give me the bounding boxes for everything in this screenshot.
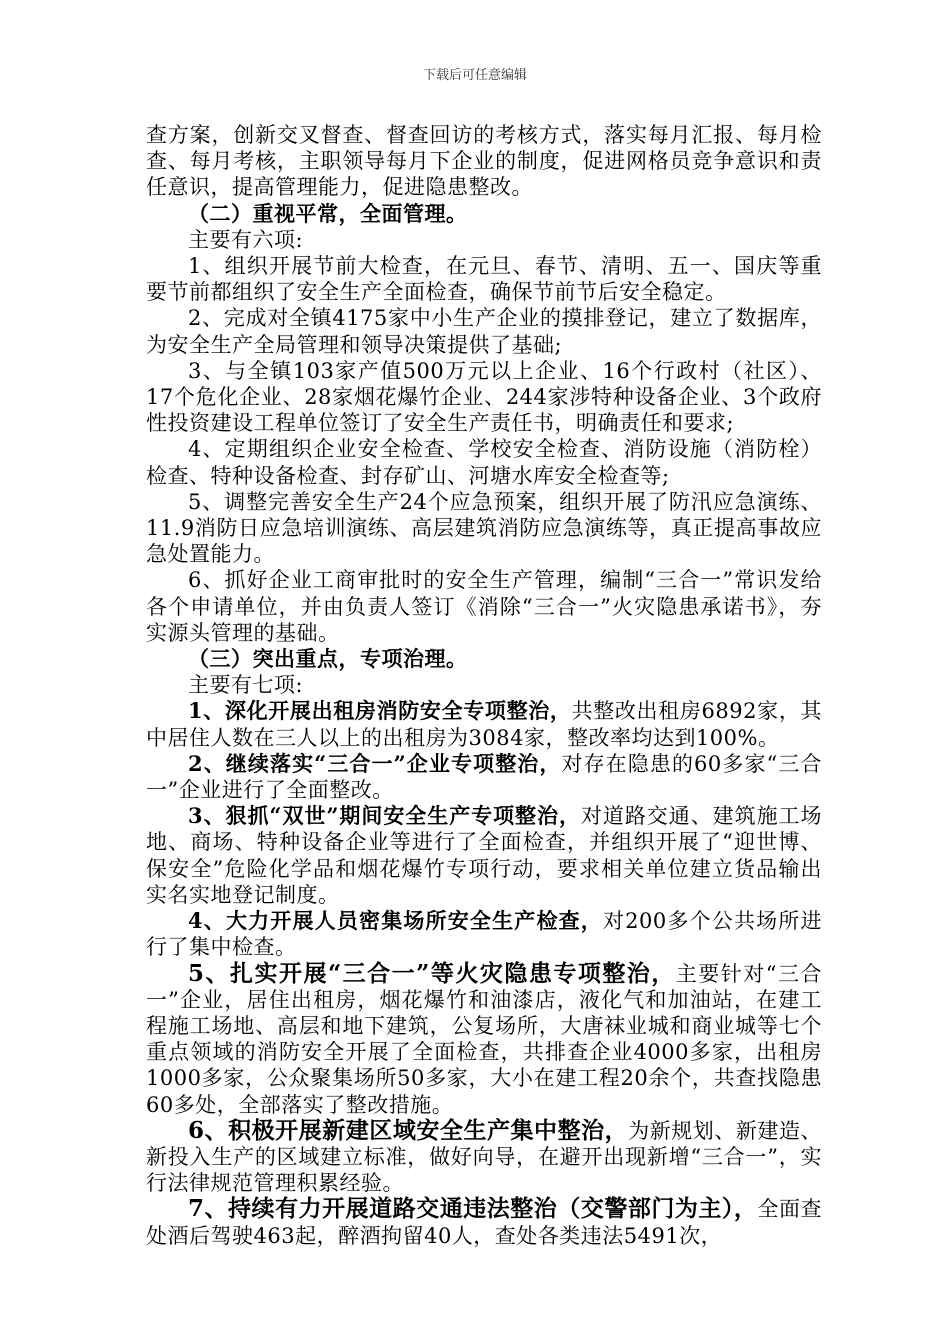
list-item: 2、完成对全镇4175家中小生产企业的摸排登记，建立了数据库，为安全生产全局管理和领导决策提供了基础; xyxy=(146,306,822,357)
item-lead: 5、扎实开展“三合一”等火灾隐患专项整治， xyxy=(188,959,676,987)
list-item xyxy=(146,908,822,960)
paragraph: 主要有七项: xyxy=(188,673,304,698)
item-lead: 2、继续落实“三合一”企业专项整治， xyxy=(188,750,562,776)
item-text: 对道路交通、建筑施工场地、商场、特种设备企业等进行了全面检查，并组织开展了“迎世博、保安全”危险化学品和烟花爆竹专项行动，要求相关单位建立货品输出实名实地登记制度。 xyxy=(146,804,822,907)
page-header: 下载后可任意编辑 xyxy=(422,68,527,83)
paragraph: 主要有六项: xyxy=(188,227,304,252)
list-item: 5、调整完善安全生产24个应急预案，组织开展了防汛应急演练、11.9消防日应急培训演练、高层建筑消防应急演练等，真正提高事故应急处置能力。 xyxy=(146,489,822,567)
list-item: 6、抓好企业工商审批时的安全生产管理，编制“三合一”常识发给各个申请单位，并由负责人签订《消除“三合一”火灾隐患承诺书》，夯实源头管理的基础。 xyxy=(146,568,822,645)
item-lead: 4、大力开展人员密集场所安全生产检查， xyxy=(188,908,603,934)
section-heading: （三）突出重点，专项治理。 xyxy=(188,646,468,672)
list-item: 3、与全镇103家产值500万元以上企业、16个行政村（社区）、17个危化企业、28家烟花爆竹企业、244家涉特种设备企业、3个政府性投资建设工程单位签订了安全生产责任书，明确责任和要求; xyxy=(146,358,822,436)
list-item xyxy=(146,803,822,908)
list-item xyxy=(146,961,822,1118)
list-item: 4、定期组织企业安全检查、学校安全检查、消防设施（消防栓）检查、特种设备检查、封存矿山、河塘水库安全检查等; xyxy=(146,437,822,488)
document-body xyxy=(146,122,822,1249)
item-text: 对200多个公共场所进行了集中检查。 xyxy=(146,909,822,960)
list-item: 1、组织开展节前大检查，在元旦、春节、清明、五一、国庆等重要节前都组织了安全生产全面检查，确保节前节后安全稳定。 xyxy=(146,254,822,305)
list-item xyxy=(146,751,822,803)
item-text: 全面查处酒后驾驶463起，醉酒拘留40人，查处各类违法5491次， xyxy=(146,1197,822,1248)
item-text: 主要针对“三合一”企业，居住出租房，烟花爆竹和油漆店，液化气和加油站，在建工程施工场地、高层和地下建筑，公复场所，大唐袜业城和商业城等七个重点领域的消防安全开展了全面检查，共排查企业4000多家，出租房1000多家，公众聚集场所50多家，大小在建工程20余个，共查找隐患60多处，全部落实了整改措施。 xyxy=(146,961,822,1117)
item-text: 共整改出租房6892家，其中居住人数在三人以上的出租房为3084家，整改率均达到100%。 xyxy=(146,699,822,750)
list-item xyxy=(146,1118,822,1197)
list-item xyxy=(146,1196,822,1248)
item-lead: 7、持续有力开展道路交通违法整治（交警部门为主）， xyxy=(188,1195,758,1223)
paragraph: 查方案，创新交叉督查、督查回访的考核方式，落实每月汇报、每月检查、每月考核，主职领导每月下企业的制度，促进网格员竞争意识和责任意识，提高管理能力，促进隐患整改。 xyxy=(146,123,822,200)
item-text: 对存在隐患的60多家“三合一”企业进行了全面整改。 xyxy=(146,751,822,803)
item-text: 为新规划、新建造、新投入生产的区域建立标准，做好向导，在避开出现新增“三合一”，实行法律规范管理积累经验。 xyxy=(146,1118,822,1196)
item-lead: 1、深化开展出租房消防安全专项整治， xyxy=(188,698,572,724)
section-heading: （二）重视平常，全面管理。 xyxy=(188,200,468,226)
item-lead: 3、狠抓“双世”期间安全生产专项整治， xyxy=(188,803,581,829)
list-item xyxy=(146,698,822,750)
item-lead: 6、积极开展新建区域安全生产集中整治， xyxy=(188,1116,629,1144)
